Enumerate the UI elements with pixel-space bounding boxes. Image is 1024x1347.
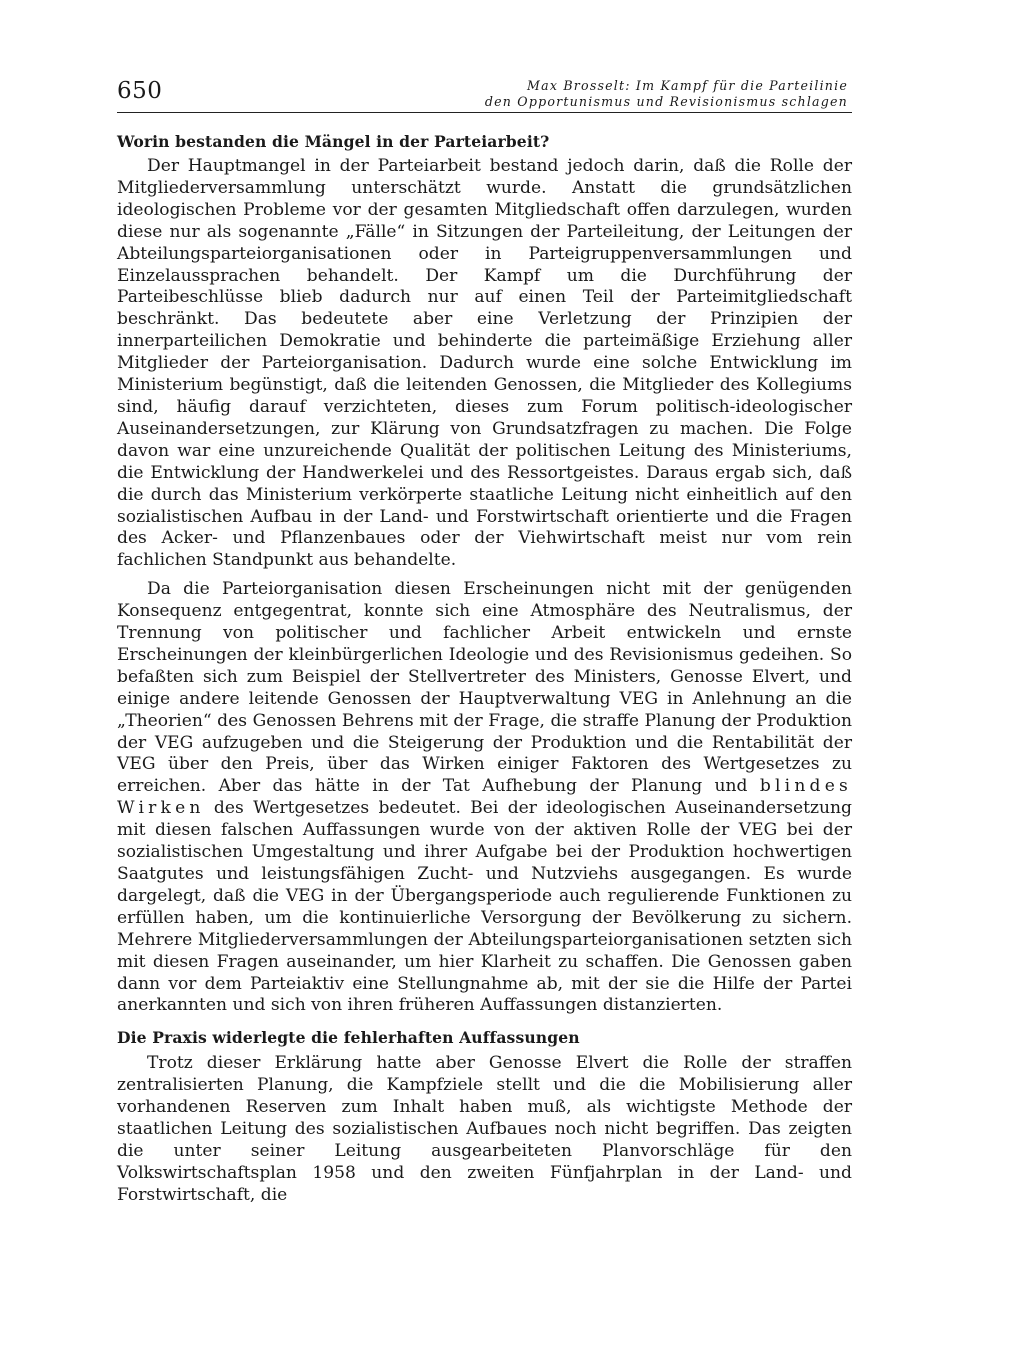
running-head-line-2: den Opportunismus und Revisionismus schlagen bbox=[484, 94, 848, 109]
body-paragraph-1: Der Hauptmangel in der Parteiarbeit bestand jedoch darin, daß die Rolle der Mitgliederversammlung unterschätzt wurde. Anstatt die grundsätzlichen ideologischen Probleme vor der gesamten Mitgliedschaft offen darzulegen, wurden diese nur als sogenannte „Fälle“ in Sitzungen der Parteileitung, der Leitungen der Abteilungsparteiorganisationen oder in Parteigruppenversammlungen und Einzelaussprachen behandelt. Der Kampf um die Durchführung der Parteibeschlüsse blieb dadurch nur auf einen Teil der Parteimitgliedschaft beschränkt. Das bedeutete aber eine Verletzung der Prinzipien der innerparteilichen Demokratie und behinderte die parteimäßige Erziehung aller Mitglieder der Parteiorganisation. Dadurch wurde eine solche Entwicklung im Ministerium begünstigt, daß die leitenden Genossen, die Mitglieder des Kollegiums sind, häufig darauf verzichteten, dieses zum Forum politisch-ideologischer Auseinandersetzungen, zur Klärung von Grundsatzfragen zu machen. Die Folge davon war eine unzureichende Qualität der politischen Leitung des Ministeriums, die Entwicklung der Handwerkelei und des Ressortgeistes. Daraus ergab sich, daß die durch das Ministerium verkörperte staatliche Leitung nicht einheitlich auf den sozialistischen Aufbau in der Land- und Forstwirtschaft orientierte und die Fragen des Acker- und Pflanzenbaues oder der Viehwirtschaft meist nur vom rein fachlichen Standpunkt aus behandelte. bbox=[117, 156, 852, 571]
paragraph-text: des Wertgesetzes bedeutet. Bei der ideologischen Auseinandersetzung mit diesen falschen Auffassungen wurde von der aktiven Rolle der VEG bei der sozialistischen Umgestaltung und ihrer Aufgabe bei der Produktion hochwertigen Saatgutes und leistungsfähigen Zucht- und Nutzviehs ausgegangen. Es wurde dargelegt, daß die VEG in der Übergangsperiode auch regulierende Funktionen zu erfüllen haben, um die kontinuierliche Versorgung der Bevölkerung zu sichern. Mehrere Mitgliederversammlungen der Abteilungsparteiorganisationen setzten sich mit diesen Fragen auseinander, um hier Klarheit zu schaffen. Die Genossen gaben dann vor dem Parteiaktiv eine Stellungnahme ab, mit der sie die Hilfe der Partei anerkannten und sich von ihren früheren Auffassungen distanzierten. bbox=[117, 798, 852, 1016]
spaced-emphasis: blindes Wirken bbox=[117, 776, 852, 819]
section-heading-praxis: Die Praxis widerlegte die fehlerhaften Auffassungen bbox=[117, 1028, 580, 1048]
section-heading-maengel: Worin bestanden die Mängel in der Parteiarbeit? bbox=[117, 132, 550, 151]
paragraph-text: Da die Parteiorganisation diesen Erscheinungen nicht mit der genügenden Konsequenz entgegentrat, konnte sich eine Atmosphäre des Neutralismus, der Trennung von politischer und fachlicher Arbeit entwickeln und ernste Erscheinungen der kleinbürgerlichen Ideologie und des Revisionismus gedeihen. So befaßten sich zum Beispiel der Stellvertreter des Ministers, Genosse Elvert, und einige andere leitende Genossen der Hauptverwaltung VEG in Anlehnung an die „Theorien“ des Genossen Behrens mit der Frage, die straffe Planung der Produktion der VEG aufzugeben und die Steigerung der Produktion und die Rentabilität der VEG über den Preis, über das Wirken einiger Faktoren des Wertgesetzes zu erreichen. Aber das hätte in der Tat Aufhebung der Planung und bbox=[117, 579, 852, 797]
page-header bbox=[117, 72, 852, 113]
running-head-line-1: Max Brosselt: Im Kampf für die Parteilinie bbox=[527, 78, 848, 93]
body-paragraph-3: Trotz dieser Erklärung hatte aber Genosse Elvert die Rolle der straffen zentralisierten Planung, die Kampfziele stellt und die die Mobilisierung aller vorhandenen Reserven zum Inhalt haben muß, als wichtigste Methode der staatlichen Leitung des sozialistischen Aufbaues noch nicht begriffen. Das zeigten die unter seiner Leitung ausgearbeiteten Planvorschläge für den Volkswirtschaftsplan 1958 und den zweiten Fünfjahrplan in der Land- und Forstwirtschaft, die bbox=[117, 1053, 852, 1205]
body-paragraph-2 bbox=[117, 579, 852, 1017]
book-page bbox=[117, 72, 852, 1207]
page-number: 650 bbox=[117, 78, 163, 104]
running-head bbox=[455, 78, 848, 110]
